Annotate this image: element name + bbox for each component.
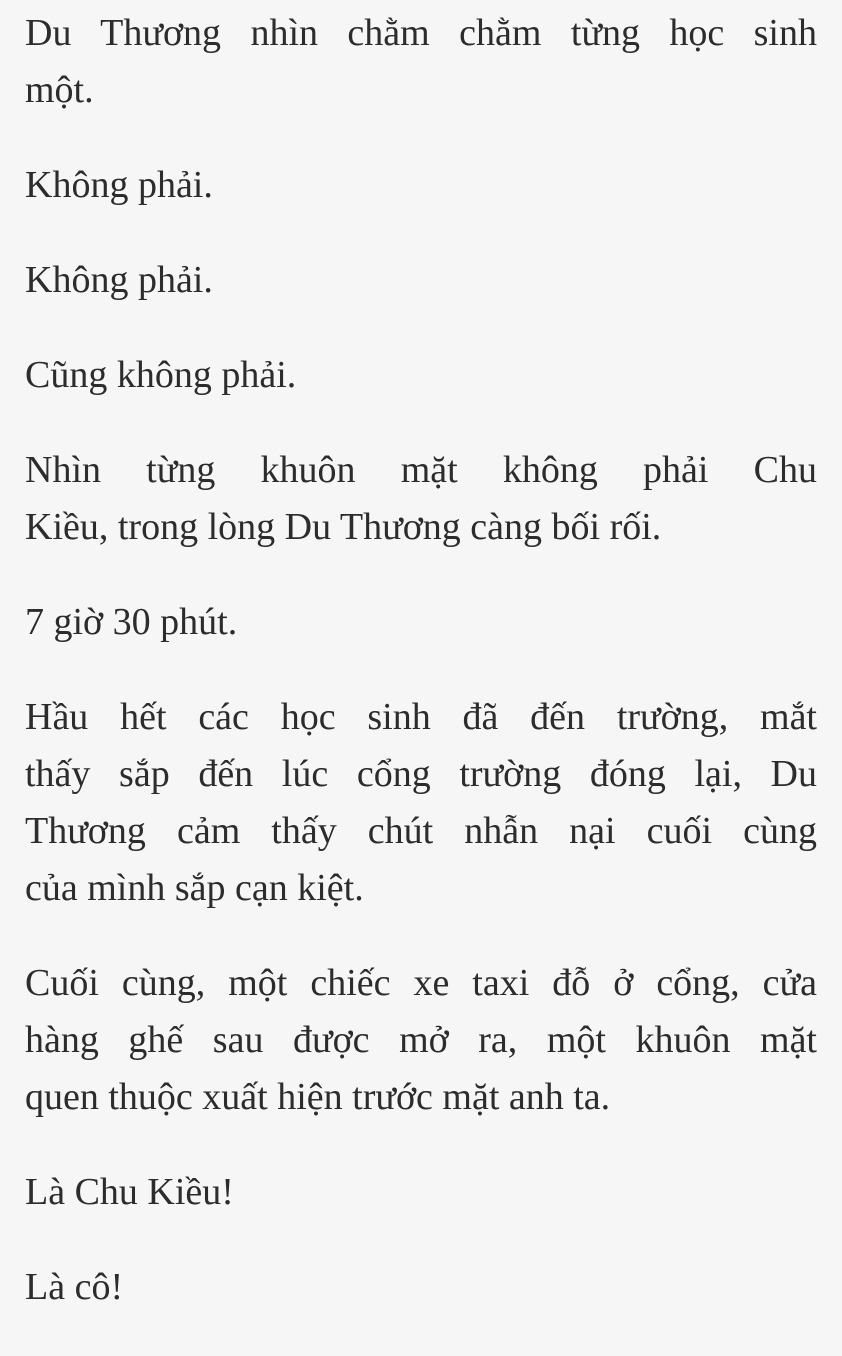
paragraph: [25, 1259, 817, 1316]
text-line: Cuối cùng, một chiếc xe taxi đỗ ở cổng, cửa: [25, 962, 817, 1004]
text-line: Du Thương nhìn chằm chằm từng học sinh: [25, 12, 817, 54]
reading-content: [25, 5, 817, 1316]
text-line: Không phải.: [25, 259, 213, 301]
text-line: hàng ghế sau được mở ra, một khuôn mặt: [25, 1019, 817, 1061]
text-line: Không phải.: [25, 164, 213, 206]
paragraph: [25, 955, 817, 1126]
text-line: quen thuộc xuất hiện trước mặt anh ta.: [25, 1076, 611, 1118]
paragraph: [25, 5, 817, 119]
paragraph: [25, 689, 817, 917]
paragraph: [25, 252, 817, 309]
paragraph: [25, 157, 817, 214]
text-line: Kiều, trong lòng Du Thương càng bối rối.: [25, 506, 662, 548]
paragraph: [25, 1164, 817, 1221]
text-line: thấy sắp đến lúc cổng trường đóng lại, Du: [25, 753, 817, 795]
text-line: Là cô!: [25, 1266, 124, 1308]
text-line: Là Chu Kiều!: [25, 1171, 234, 1213]
paragraph: [25, 594, 817, 651]
paragraph: [25, 442, 817, 556]
text-line: Thương cảm thấy chút nhẫn nại cuối cùng: [25, 810, 817, 852]
text-line: Hầu hết các học sinh đã đến trường, mắt: [25, 696, 817, 738]
text-line: Cũng không phải.: [25, 354, 297, 396]
text-line: 7 giờ 30 phút.: [25, 601, 238, 643]
text-line: Nhìn từng khuôn mặt không phải Chu: [25, 449, 817, 491]
text-line: một.: [25, 69, 94, 111]
paragraph: [25, 347, 817, 404]
text-line: của mình sắp cạn kiệt.: [25, 867, 364, 909]
